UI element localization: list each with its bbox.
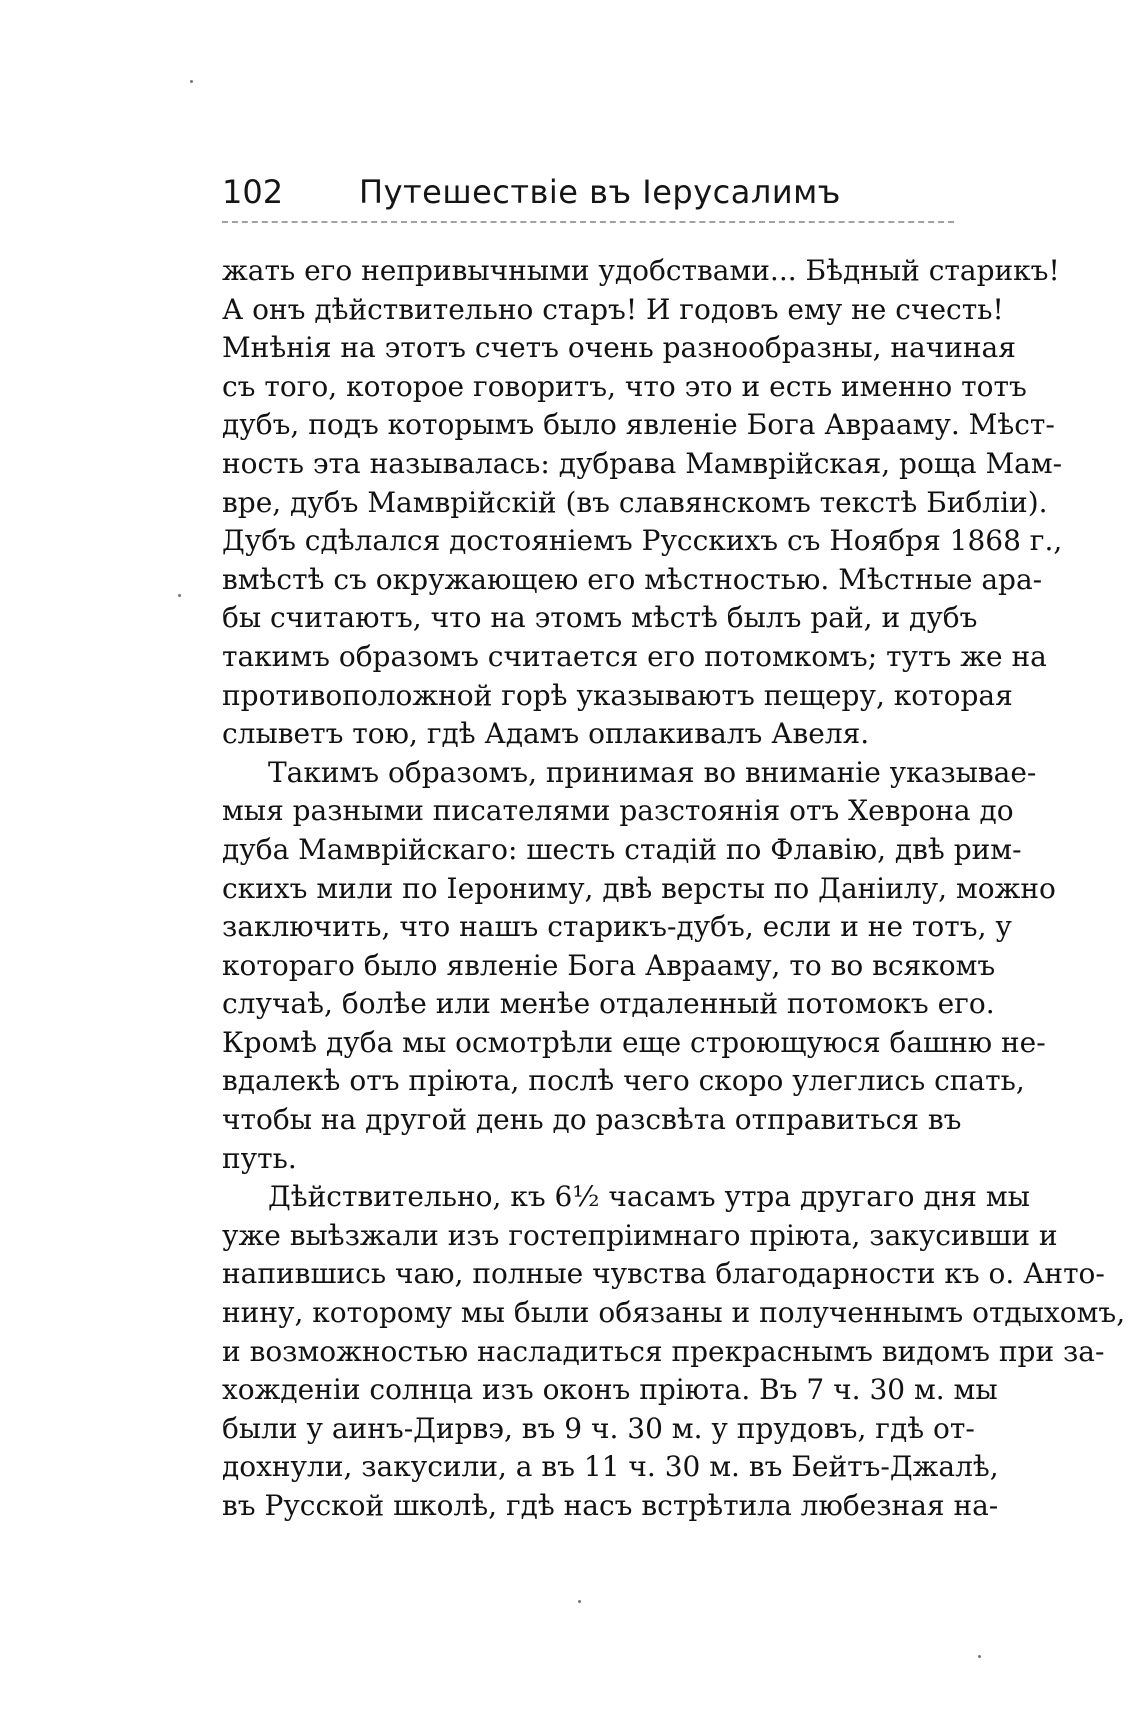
text-line: чтобы на другой день до разсвѣта отправиться въ: [222, 1103, 962, 1137]
scan-speck: [178, 594, 181, 597]
text-line: бы считаютъ, что на этомъ мѣстѣ былъ рай, и дубъ: [222, 601, 978, 635]
text-line: Дубъ сдѣлался достояніемъ Русскихъ съ Ноября 1868 г.,: [222, 524, 1063, 558]
text-line: жать его непривычными удобствами... Бѣдный старикъ!: [222, 254, 1060, 287]
body-text: [222, 252, 1126, 1526]
text-line: Мнѣнія на этотъ счетъ очень разнообразны, начиная: [222, 331, 1016, 365]
text-line: нину, которому мы были обязаны и полученнымъ отдыхомъ,: [222, 1296, 1126, 1330]
text-line: Такимъ образомъ, принимая во вниманіе указывае-: [268, 755, 1037, 789]
text-line: слыветъ тою, гдѣ Адамъ оплакивалъ Авеля.: [222, 717, 870, 751]
scan-speck: [578, 1600, 581, 1603]
text-line: и возможностью насладиться прекраснымъ видомъ при за-: [222, 1334, 1105, 1368]
text-line: случаѣ, болѣе или менѣе отдаленный потомокъ его.: [222, 987, 995, 1021]
text-line: вре, дубъ Мамврійскій (въ славянскомъ текстѣ Библіи).: [222, 485, 1048, 519]
text-line: дуба Мамврійскаго: шесть стадій по Флавію, двѣ рим-: [222, 832, 1022, 866]
page-number: 102: [222, 173, 284, 211]
text-line: въ Русской школѣ, гдѣ насъ встрѣтила любезная на-: [222, 1489, 999, 1522]
scan-speck: [978, 1655, 981, 1658]
text-line: вмѣстѣ съ окружающею его мѣстностью. Мѣстные ара-: [222, 562, 1043, 596]
text-line: такимъ образомъ считается его потомкомъ; тутъ же на: [222, 639, 1047, 673]
text-line: вдалекѣ отъ пріюта, послѣ чего скоро улеглись спать,: [222, 1064, 1025, 1098]
text-line: скихъ мили по Іерониму, двѣ версты по Даніилу, можно: [222, 871, 1056, 905]
text-line: Дѣйствительно, къ 6½ часамъ утра другаго дня мы: [268, 1180, 1030, 1214]
text-line: уже выѣзжали изъ гостепріимнаго пріюта, закусивши и: [222, 1218, 1058, 1252]
text-line: Кромѣ дуба мы осмотрѣли еще строющуюся башню не-: [222, 1025, 1046, 1059]
text-line: ность эта называлась: дубрава Мамврійская, роща Мам-: [222, 446, 1063, 480]
page-header: [222, 172, 954, 222]
text-line: дохнули, закусили, а въ 11 ч. 30 м. въ Бейтъ-Джалѣ,: [222, 1450, 999, 1484]
header-divider: [222, 221, 954, 223]
running-title: Путешествіе въ Іерусалимъ: [359, 173, 841, 211]
scan-speck: [190, 80, 193, 83]
text-line: мыя разными писателями разстоянія отъ Хеврона до: [222, 794, 1014, 828]
text-line: А онъ дѣйствительно старъ! И годовъ ему не счесть!: [222, 292, 1004, 326]
text-line: противоположной горѣ указываютъ пещеру, которая: [222, 678, 1013, 712]
text-line: дубъ, подъ которымъ было явленіе Бога Аврааму. Мѣст-: [222, 408, 1055, 442]
text-line: съ того, которое говоритъ, что это и есть именно тотъ: [222, 369, 1027, 403]
text-line: были у аинъ-Дирвэ, въ 9 ч. 30 м. у прудовъ, гдѣ от-: [222, 1411, 975, 1445]
text-line: котораго было явленіе Бога Аврааму, то во всякомъ: [222, 948, 996, 982]
text-line: заключить, что нашъ старикъ-дубъ, если и не тотъ, у: [222, 910, 1012, 944]
text-line: путь.: [222, 1141, 297, 1175]
text-line: напившись чаю, полные чувства благодарности къ о. Анто-: [222, 1257, 1105, 1291]
text-line: хожденіи солнца изъ оконъ пріюта. Въ 7 ч. 30 м. мы: [222, 1373, 998, 1407]
